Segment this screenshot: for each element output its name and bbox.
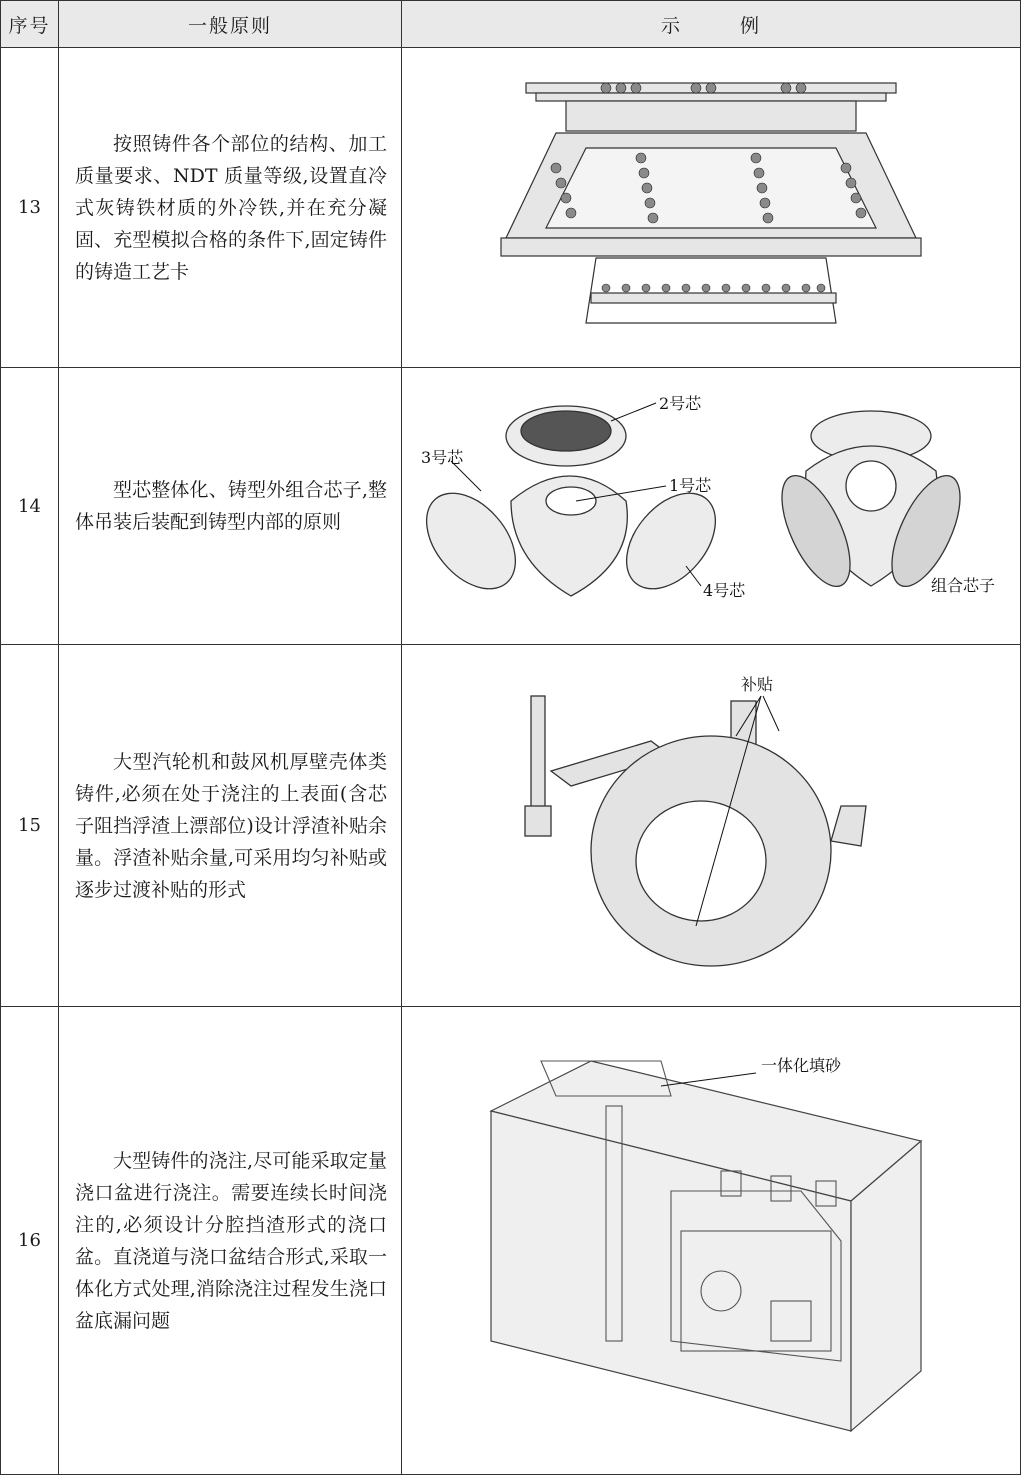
chill-iron-figure (496, 78, 926, 338)
header-no: 序号 (1, 1, 59, 48)
row-number: 13 (1, 48, 59, 368)
padding-figure (511, 676, 911, 976)
row-principle-text: 型芯整体化、铸型外组合芯子,整体吊装后装配到铸型内部的原则 (59, 368, 402, 645)
label-combined-core: 组合芯子 (931, 576, 996, 595)
figure-pouring-basin (402, 1007, 1021, 1475)
figure-core-assembly (402, 368, 1021, 645)
table-row (1, 1007, 1021, 1475)
table-row (1, 368, 1021, 645)
label-core-4: 4号芯 (703, 581, 746, 600)
header-principle: 一般原则 (59, 1, 402, 48)
table-header-row (1, 1, 1021, 48)
table-row (1, 48, 1021, 368)
label-core-3: 3号芯 (421, 448, 464, 467)
row-principle-text: 大型铸件的浇注,尽可能采取定量浇口盆进行浇注。需要连续长时间浇注的,必须设计分腔挡渣形式的浇口盆。直浇道与浇口盆结合形式,采取一体化方式处理,消除浇注过程发生浇口盆底漏问题 (59, 1007, 402, 1475)
row-principle-text: 大型汽轮机和鼓风机厚壁壳体类铸件,必须在处于浇注的上表面(含芯子阻挡浮渣上漂部位)设计浮渣补贴余量。浮渣补贴余量,可采用均匀补贴或逐步过渡补贴的形式 (59, 645, 402, 1007)
row-number: 15 (1, 645, 59, 1007)
label-padding: 补贴 (741, 675, 774, 694)
row-principle-text: 按照铸件各个部位的结构、加工质量要求、NDT 质量等级,设置直冷式灰铸铁材质的外冷铁,并在充分凝固、充型模拟合格的条件下,固定铸件的铸造工艺卡 (59, 48, 402, 368)
figure-padding-allowance (402, 645, 1021, 1007)
label-integrated-sand: 一体化填砂 (761, 1055, 842, 1075)
figure-chill-layout (402, 48, 1021, 368)
row-number: 14 (1, 368, 59, 645)
label-core-1: 1号芯 (669, 476, 712, 495)
pouring-basin-figure (471, 1041, 951, 1441)
core-assembly-figure (411, 391, 1011, 621)
header-example: 示 例 (402, 1, 1021, 48)
row-number: 16 (1, 1007, 59, 1475)
label-core-2: 2号芯 (659, 394, 702, 413)
table-row (1, 645, 1021, 1007)
